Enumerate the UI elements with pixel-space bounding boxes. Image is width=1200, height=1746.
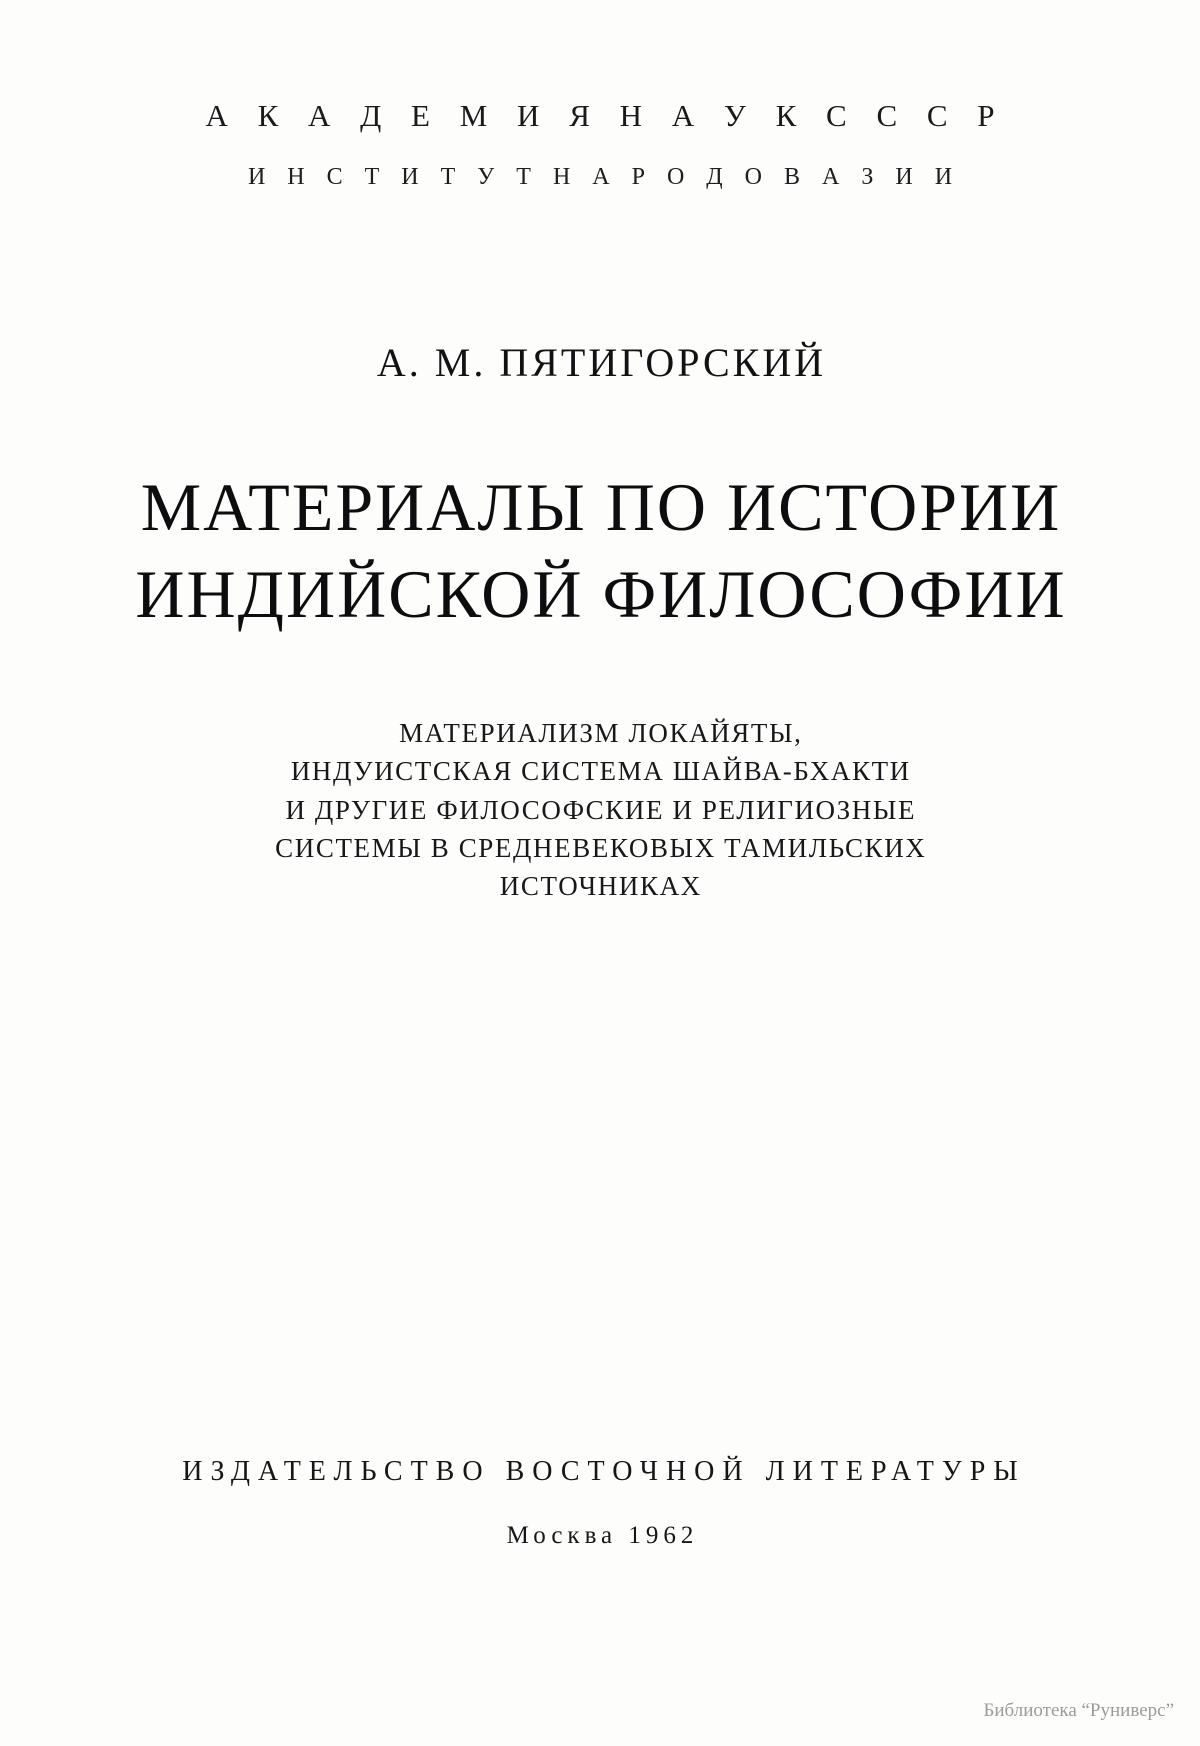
book-subtitle-line-1: МАТЕРИАЛИЗМ ЛОКАЙЯТЫ, (399, 718, 803, 749)
book-subtitle (274, 714, 927, 906)
book-title-line-1: МАТЕРИАЛЫ ПО ИСТОРИИ (140, 469, 1062, 545)
publisher-name: ИЗДАТЕЛЬСТВО ВОСТОЧНОЙ ЛИТЕРАТУРЫ (182, 1456, 1026, 1487)
author-name: А. М. ПЯТИГОРСКИЙ (376, 340, 827, 385)
book-subtitle-line-4: СИСТЕМЫ В СРЕДНЕВЕКОВЫХ ТАМИЛЬСКИХ (275, 833, 927, 864)
book-title-line-2: ИНДИЙСКОЙ ФИЛОСОФИИ (135, 556, 1067, 633)
library-watermark: Библиотека “Руниверс” (983, 1700, 1174, 1721)
book-subtitle-line-2: ИНДУИСТСКАЯ СИСТЕМА ШАЙВА-БХАКТИ (290, 756, 911, 787)
book-subtitle-line-3: И ДРУГИЕ ФИЛОСОФСКИЕ И РЕЛИГИОЗНЫЕ (285, 794, 917, 825)
city-and-year: Москва 1962 (506, 1522, 699, 1549)
book-subtitle-line-5: ИСТОЧНИКАХ (499, 871, 702, 902)
academy-line: А К А Д Е М И Я Н А У К С С С Р (205, 98, 1006, 133)
imprint-block (0, 1456, 1200, 1550)
book-title (133, 464, 1066, 638)
institute-line: И Н С Т И Т У Т Н А Р О Д О В А З И И (247, 164, 961, 190)
